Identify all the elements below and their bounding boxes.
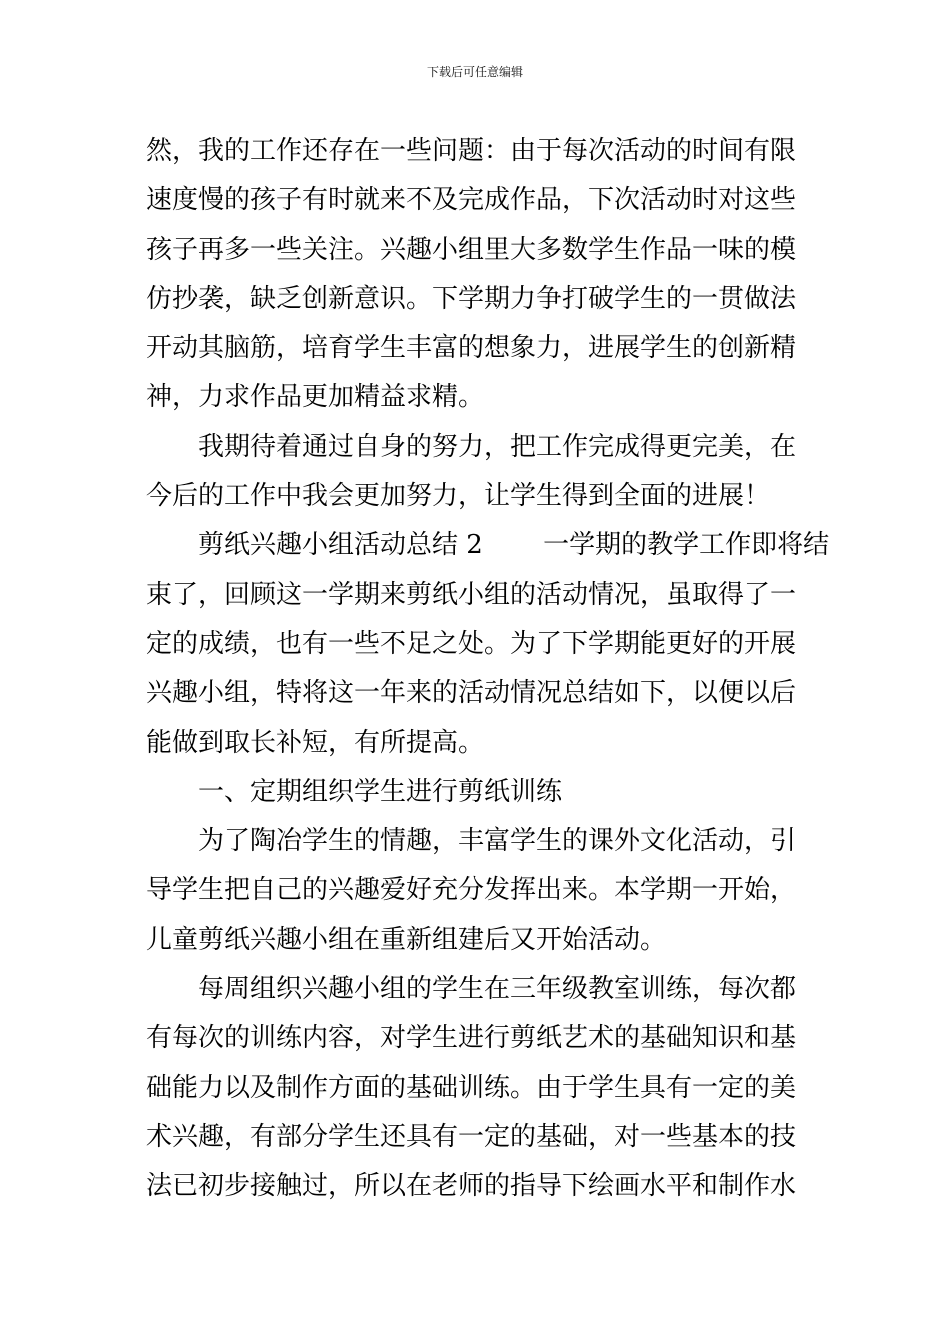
text-line: 能做到取长补短，有所提高。: [146, 727, 485, 758]
text-line: 有每次的训练内容，对学生进行剪纸艺术的基础知识和基: [146, 1023, 797, 1054]
section-title-line: 剪纸兴趣小组活动总结 2 一学期的教学工作即将结: [198, 530, 830, 561]
text-line: 定的成绩，也有一些不足之处。为了下学期能更好的开展: [146, 628, 797, 659]
text-line: 础能力以及制作方面的基础训练。由于学生具有一定的美: [146, 1072, 797, 1103]
heading-line: 一、定期组织学生进行剪纸训练: [198, 776, 563, 807]
text-line: 束了，回顾这一学期来剪纸小组的活动情况，虽取得了一: [146, 579, 797, 610]
text-line: 我期待着通过自身的努力，把工作完成得更完美，在: [198, 431, 797, 462]
text-line: 开动其脑筋，培育学生丰富的想象力，进展学生的创新精: [146, 333, 797, 364]
text-line: 术兴趣，有部分学生还具有一定的基础，对一些基本的技: [146, 1121, 797, 1152]
text-line: 导学生把自己的兴趣爱好充分发挥出来。本学期一开始，: [146, 875, 797, 906]
text-line: 每周组织兴趣小组的学生在三年级教室训练，每次都: [198, 974, 797, 1005]
text-line: 法已初步接触过，所以在老师的指导下绘画水平和制作水: [146, 1171, 797, 1202]
text-line: 孩子再多一些关注。兴趣小组里大多数学生作品一味的模: [146, 234, 797, 265]
text-line: 速度慢的孩子有时就来不及完成作品，下次活动时对这些: [146, 185, 797, 216]
text-line: 今后的工作中我会更加努力，让学生得到全面的进展！: [146, 481, 771, 512]
document-body: [146, 127, 830, 1212]
text-line: 为了陶冶学生的情趣，丰富学生的课外文化活动，引: [198, 826, 797, 857]
text-line: 仿抄袭，缺乏创新意识。下学期力争打破学生的一贯做法: [146, 283, 797, 314]
page-header: 下载后可任意编辑: [426, 65, 523, 79]
text-line: 然，我的工作还存在一些问题：由于每次活动的时间有限: [146, 136, 797, 166]
text-line: 神，力求作品更加精益求精。: [146, 382, 485, 413]
text-line: 儿童剪纸兴趣小组在重新组建后又开始活动。: [146, 924, 667, 955]
text-line: 兴趣小组，特将这一年来的活动情况总结如下，以便以后: [146, 678, 797, 709]
